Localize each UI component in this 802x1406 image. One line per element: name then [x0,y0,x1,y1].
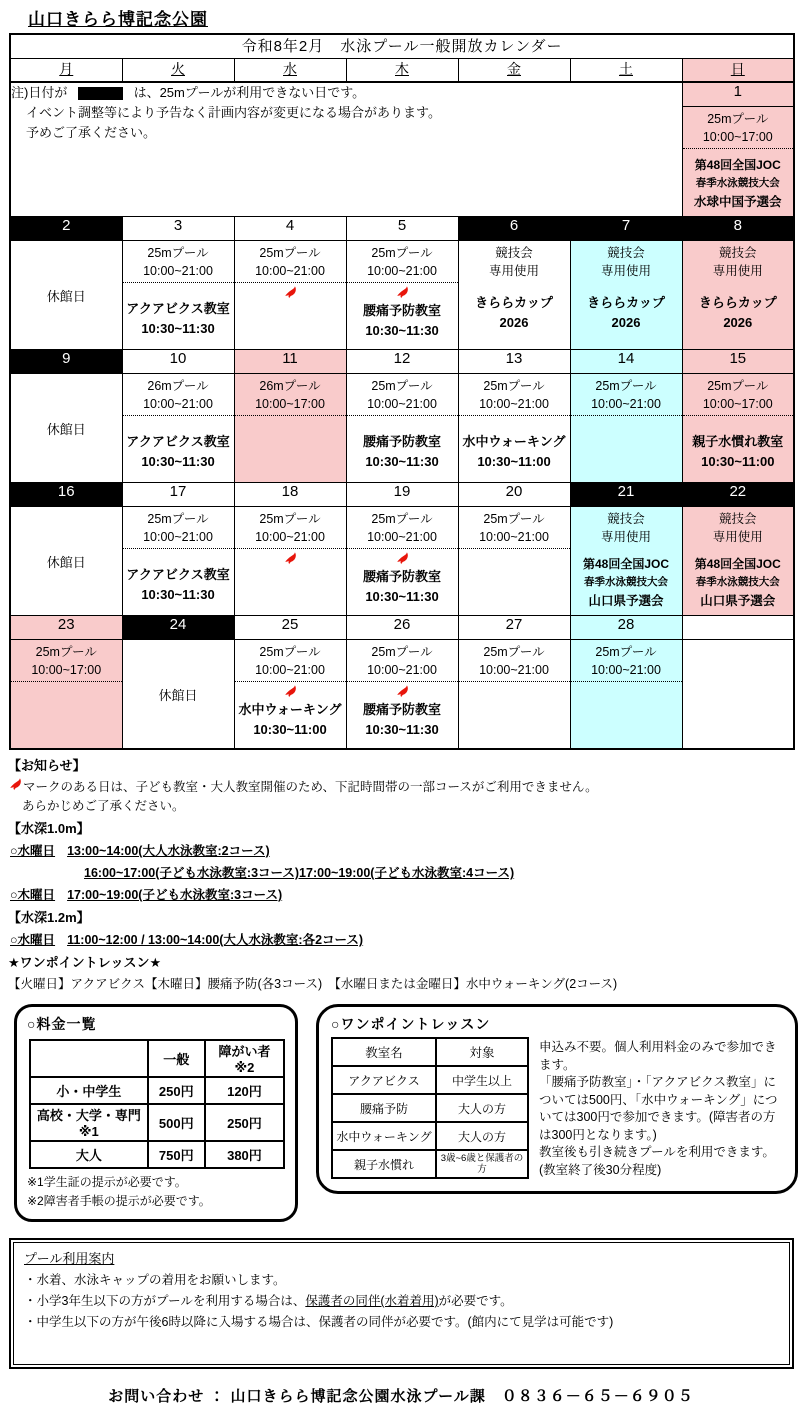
calendar-date-empty [682,616,794,640]
pool-hours: 25mプール 10:00~21:00 [459,640,570,682]
fee-col-header: 一般 [148,1040,205,1077]
calendar-date-8: 8 [682,217,794,241]
closed-day-label: 休館日 [158,687,198,703]
calendar-day-19-body [346,507,458,616]
lesson-cell: 腰痛予防 [332,1094,436,1122]
class-schedule: 水中ウォーキング 10:30~11:00 [462,434,566,469]
pool-calendar [9,33,795,750]
class-schedule: 腰痛予防教室 10:30~11:30 [362,434,441,469]
contact-info: お問い合わせ ： 山口きらら博記念公園水泳プール課 ０８３６－６５－６９０５ [108,1387,694,1405]
weekday-header-金: 金 [458,59,570,83]
dolphin-mark-note: マークのある日は、子ども教室・大人教室開催のため、下記時間帯の一部コースがご利用できません。 [8,776,802,795]
pool-hours: 25mプール 10:00~21:00 [235,507,346,549]
calendar-date-2: 2 [10,217,122,241]
calendar-day-7-body [570,241,682,350]
calendar-date-14: 14 [570,350,682,374]
fee-cell: 小・中学生 [30,1077,148,1104]
fee-cell: 250円 [148,1077,205,1104]
lesson-row [332,1122,528,1150]
fee-row [30,1104,284,1141]
pool-course-restriction: ○水曜日 13:00~14:00(大人水泳教室:2コース) [10,844,270,858]
calendar-day-28-body [570,640,682,750]
calendar-day-13-body [458,374,570,483]
pool-hours: 25mプール 10:00~21:00 [347,507,458,549]
calendar-date-19: 19 [346,483,458,507]
calendar-date-27: 27 [458,616,570,640]
class-schedule: アクアビクス教室 10:30~11:30 [126,434,230,469]
weekday-header-水: 水 [234,59,346,83]
class-schedule: 腰痛予防教室 10:30~11:30 [362,702,441,737]
calendar-date-12: 12 [346,350,458,374]
weekday-header-土: 土 [570,59,682,83]
calendar-day-4-body [234,241,346,350]
calendar-day-16-body [10,507,122,616]
calendar-date-11: 11 [234,350,346,374]
onepoint-schedule: 【火曜日】アクアビクス【木曜日】腰痛予防(各3コース) 【水曜日または金曜日】水中ウォーキング(2コース) [8,977,618,991]
event-name: 第48回全国JOC 春季水泳競技大会 水球中国予選会 [694,158,782,209]
calendar-day-11-body [234,374,346,483]
closed-day-label: 休館日 [46,554,86,570]
lesson-col-header: 対象 [436,1038,528,1066]
lesson-col-header: 教室名 [332,1038,436,1066]
weekday-header-日: 日 [682,59,794,83]
fee-footnote: ※1学生証の提示が必要です。 [27,1175,187,1189]
fee-row [30,1141,284,1168]
pool-hours: 25mプール 10:00~21:00 [459,374,570,416]
calendar-day-21-body [570,507,682,616]
calendar-date-13: 13 [458,350,570,374]
calendar-date-23: 23 [10,616,122,640]
pool-hours: 25mプール 10:00~17:00 [683,107,794,149]
calendar-notice [10,82,682,217]
class-schedule: 親子水慣れ教室 10:30~11:00 [692,434,784,469]
pool-hours: 競技会 専用使用 [712,512,763,545]
announcements-heading: 【お知らせ】 [8,758,86,773]
lesson-cell: 大人の方 [436,1094,528,1122]
weekday-header-月: 月 [10,59,122,83]
event-name: 第48回全国JOC 春季水泳競技大会 山口県予選会 [694,557,781,608]
calendar-date-9: 9 [10,350,122,374]
pool-course-restriction: ○木曜日 17:00~19:00(子ども水泳教室:3コース) [10,888,283,902]
calendar-day-23-body [10,640,122,750]
calendar-day-6-body [458,241,570,350]
fee-col-header: 障がい者※2 [205,1040,284,1077]
pool-hours: 競技会 専用使用 [712,246,763,279]
guide-rule: ・小学3年生以下の方がプールを利用する場合は、保護者の同伴(水着着用)が必要です。 [24,1294,513,1309]
lesson-row [332,1066,528,1094]
calendar-date-20: 20 [458,483,570,507]
dolphin-icon [235,683,346,700]
fee-cell: 380円 [205,1141,284,1168]
fee-cell: 高校・大学・専門※1 [30,1104,148,1141]
fee-col-header [30,1040,148,1077]
calendar-date-21: 21 [570,483,682,507]
calendar-date-26: 26 [346,616,458,640]
fee-table [29,1039,285,1169]
calendar-date-1: 1 [682,82,794,107]
pool-hours: 25mプール 10:00~21:00 [347,374,458,416]
calendar-day-5-body [346,241,458,350]
closed-day-label: 休館日 [46,288,86,304]
onepoint-lesson-box [316,1004,798,1194]
onepoint-heading: ★ワンポイントレッスン★ [8,955,162,970]
pool-hours: 25mプール 10:00~17:00 [683,374,794,416]
calendar-date-10: 10 [122,350,234,374]
event-name: 第48回全国JOC 春季水泳競技大会 山口県予選会 [582,557,670,608]
calendar-day-20-body [458,507,570,616]
depth-1-2-heading: 【水深1.2m】 [8,910,90,925]
calendar-day-3-body [122,241,234,350]
calendar-date-7: 7 [570,217,682,241]
calendar-date-17: 17 [122,483,234,507]
fee-row [30,1077,284,1104]
class-schedule: きららカップ 2026 [475,295,553,330]
class-schedule: アクアビクス教室 10:30~11:30 [126,567,230,602]
calendar-day-12-body [346,374,458,483]
class-schedule: アクアビクス教室 10:30~11:30 [126,301,230,336]
pool-hours: 25mプール 10:00~21:00 [235,640,346,682]
dolphin-icon [235,550,346,567]
pool-hours: 26mプール 10:00~21:00 [123,374,234,416]
announcements-section [8,755,802,992]
calendar-title: 令和8年2月 水泳プール一般開放カレンダー [10,34,794,59]
fee-cell: 大人 [30,1141,148,1168]
notice-line-3: 予めご了承ください。 [26,125,157,141]
dolphin-icon [347,683,458,700]
lesson-cell: 3歳~6歳と保護者の方 [436,1150,528,1178]
pool-hours: 25mプール 10:00~21:00 [123,241,234,283]
fee-cell: 120円 [205,1077,284,1104]
lesson-cell: 中学生以上 [436,1066,528,1094]
pool-hours: 25mプール 10:00~21:00 [571,640,682,682]
calendar-day-9-body [10,374,122,483]
pool-hours: 25mプール 10:00~21:00 [123,507,234,549]
dolphin-mark-note-2: あらかじめご了承ください。 [22,799,185,813]
dolphin-icon [347,550,458,567]
lesson-cell: アクアビクス [332,1066,436,1094]
class-schedule: 腰痛予防教室 10:30~11:30 [362,569,441,604]
pool-hours: 25mプール 10:00~21:00 [571,374,682,416]
calendar-day-25-body [234,640,346,750]
calendar-date-5: 5 [346,217,458,241]
calendar-day-26-body [346,640,458,750]
lesson-row [332,1094,528,1122]
calendar-day-1-body [682,107,794,217]
calendar-day-18-body [234,507,346,616]
calendar-date-28: 28 [570,616,682,640]
calendar-day-15-body [682,374,794,483]
black-date-swatch [78,87,123,100]
pool-hours: 25mプール 10:00~17:00 [11,640,122,682]
pool-course-restriction: 16:00~17:00(子ども水泳教室:3コース)17:00~19:00(子ども水泳教室:4コース) [84,866,515,880]
pool-hours: 競技会 専用使用 [600,512,651,545]
pool-hours: 25mプール 10:00~21:00 [459,507,570,549]
calendar-date-4: 4 [234,217,346,241]
class-schedule: 腰痛予防教室 10:30~11:30 [362,303,441,338]
notice-line-1: 注)日付が は、25mプールが利用できない日です。 [11,85,366,100]
pool-hours: 25mプール 10:00~21:00 [235,241,346,283]
calendar-date-16: 16 [10,483,122,507]
calendar-date-6: 6 [458,217,570,241]
calendar-day-2-body [10,241,122,350]
dolphin-icon [235,284,346,301]
pool-guide-box [9,1238,794,1369]
lesson-cell: 親子水慣れ [332,1150,436,1178]
pool-hours: 競技会 専用使用 [600,246,651,279]
class-schedule: きららカップ 2026 [698,295,777,330]
calendar-day-8-body [682,241,794,350]
calendar-date-24: 24 [122,616,234,640]
fee-cell: 250円 [205,1104,284,1141]
calendar-day-17-body [122,507,234,616]
calendar-day-27-body [458,640,570,750]
pool-course-restriction: ○水曜日 11:00~12:00 / 13:00~14:00(大人水泳教室:各2コース) [10,933,364,947]
pool-hours: 競技会 専用使用 [488,246,539,279]
fee-heading: ○料金一覧 [27,1016,97,1032]
fee-footnote: ※2障害者手帳の提示が必要です。 [27,1194,211,1209]
calendar-date-18: 18 [234,483,346,507]
calendar-day-22-body [682,507,794,616]
depth-1-0-heading: 【水深1.0m】 [8,821,90,836]
lesson-row [332,1150,528,1178]
calendar-day-empty-body [682,640,794,750]
lesson-cell: 大人の方 [436,1122,528,1150]
pool-hours: 26mプール 10:00~17:00 [235,374,346,416]
fee-cell: 750円 [148,1141,205,1168]
class-schedule: きららカップ 2026 [587,295,665,330]
calendar-date-25: 25 [234,616,346,640]
guide-rule: ・中学生以下の方が午後6時以降に入場する場合は、保護者の同伴が必要です。(館内にて見学は可能です) [24,1315,614,1330]
fee-cell: 500円 [148,1104,205,1141]
pool-hours: 25mプール 10:00~21:00 [347,640,458,682]
calendar-date-3: 3 [122,217,234,241]
lesson-table [331,1037,529,1179]
fee-box [14,1004,298,1222]
lesson-heading: ○ワンポイントレッスン [331,1016,491,1032]
calendar-day-10-body [122,374,234,483]
calendar-date-22: 22 [682,483,794,507]
calendar-day-24-body [122,640,234,750]
weekday-header-木: 木 [346,59,458,83]
guide-rule: ・水着、水泳キャップの着用をお願いします。 [24,1272,286,1287]
pool-guide-heading: プール利用案内 [24,1250,115,1266]
weekday-header-火: 火 [122,59,234,83]
calendar-date-15: 15 [682,350,794,374]
lesson-description: 申込み不要。個人利用料金のみで参加できます。 「腰痛予防教室」・「アクアビクス教室」については500円、「水中ウォーキング」については300円で参加できます。(障害者の方は300円となります。) 教室後も引き続きプールを利用できます。 (教室終了後30分程度) [539,1040,778,1177]
dolphin-icon [8,780,23,794]
pool-hours: 25mプール 10:00~21:00 [347,241,458,283]
dolphin-icon [347,284,458,301]
page-title: 山口きらら博記念公園 [28,10,208,29]
notice-line-2: イベント調整等により予告なく計画内容が変更になる場合があります。 [26,105,441,121]
closed-day-label: 休館日 [46,421,86,437]
class-schedule: 水中ウォーキング 10:30~11:00 [238,702,342,737]
lesson-cell: 水中ウォーキング [332,1122,436,1150]
calendar-day-14-body [570,374,682,483]
